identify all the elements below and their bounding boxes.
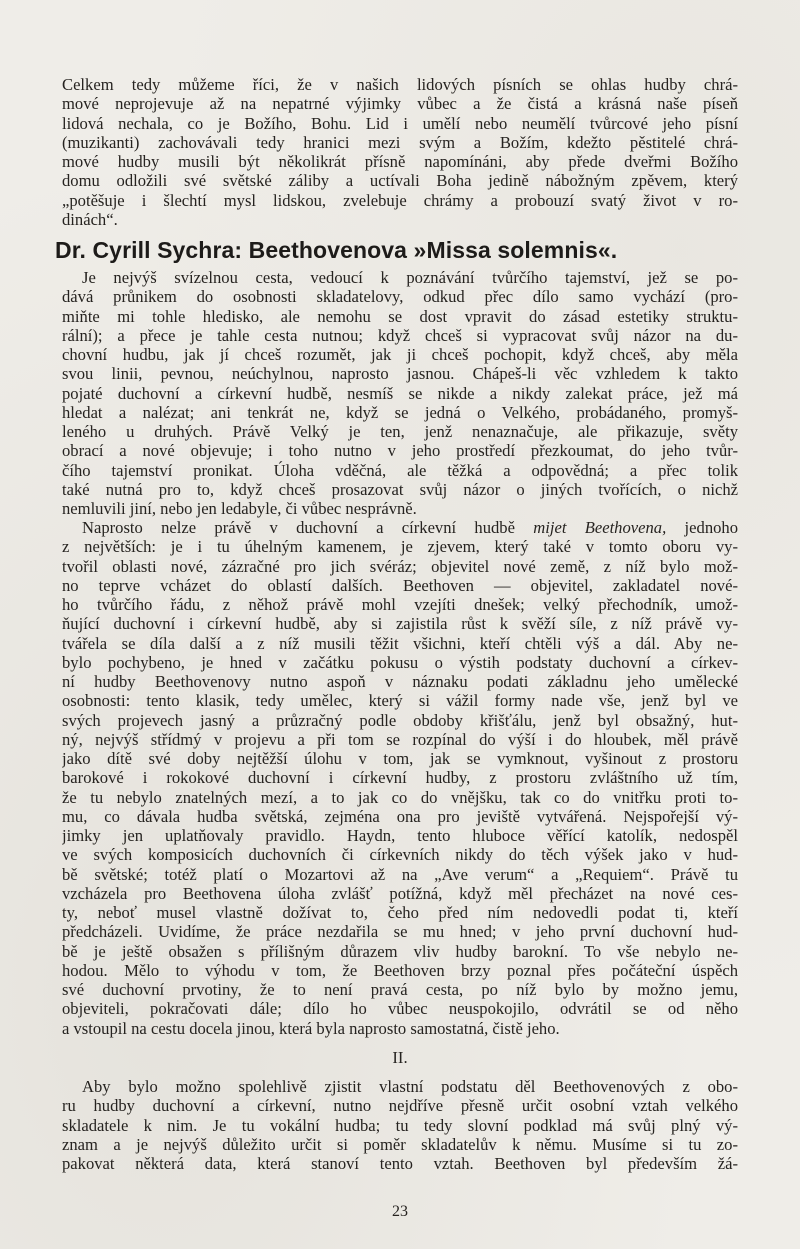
text-line: miňte mi tohle hledisko, ale nemohu se dost vpravit do zásad estetiky struktu- <box>62 306 738 326</box>
italic-text: mijet Beethovena, <box>533 518 667 537</box>
text-line: svých projevech jasný a průzračný podle obdoby křišťálu, jenž byl obsažný, hut- <box>62 710 738 730</box>
text-line: že tu nebylo znatelných mezí, a to jak co do vnějšku, tak co do vnitřku proti to- <box>62 787 738 807</box>
paragraph-2 <box>62 518 738 1038</box>
text-line: obrací a nové objevuje; i toho nutno v jeho prostředí přezkoumat, do jeho tvůr- <box>62 441 738 461</box>
text-line: lidová nechala, co je Božího, Bohu. Lid i umělí nebo neumělí tvůrcové jeho písní <box>62 113 738 133</box>
text-line: předcházeli. Uvidíme, že práce nezdařila se mu hned; v jeho první duchovní hud- <box>62 922 738 942</box>
text-line: znam a je nejvýš důležito určit si poměr skladatelův k němu. Musíme si tu zo- <box>62 1134 738 1154</box>
paragraph-intro <box>62 75 738 229</box>
text-line: domu odložili své světské záliby a uctívali Boha jedině nábožným zpěvem, který <box>62 171 738 191</box>
text-segment: jednoho <box>666 518 738 537</box>
section-number: II. <box>392 1048 408 1067</box>
text-line <box>62 518 738 537</box>
paragraph-1 <box>62 268 738 518</box>
text-line: vzcházela pro Beethovena úloha zvlášť potížná, když měl přecházet na nové ces- <box>62 883 738 903</box>
text-line: objeviteli, pokračovati dále; dílo ho vůbec neuspokojilo, odvrátil se od něho <box>62 999 738 1019</box>
text-line: bě světské; totéž platí o Mozartovi až na „Ave verum“ a „Requiem“. Právě tu <box>62 864 738 884</box>
text-line: chovní hudbu, jak jí chceš rozumět, jak ji chceš pochopit, když chceš, aby měla <box>62 345 738 364</box>
text-line: nemluvili jiní, nebo jen ledabyle, či vůbec nesprávně. <box>62 499 417 518</box>
text-line: ní hudby Beethovenovy nutno aspoň v náznaku podati základnu jeho umělecké <box>62 672 738 691</box>
text-line: no teprve vcházet do oblastí dalších. Beethoven — objevitel, zakladatel nové- <box>62 575 738 595</box>
text-line: Aby bylo možno spolehlivě zjistit vlastní podstatu děl Beethovenových z obo- <box>82 1077 738 1096</box>
text-line: ný, nejvýš střídmý v projevu a při tom se rozpínal do výší i do hloubek, měl právě <box>62 729 738 749</box>
text-line: Celkem tedy můžeme říci, že v našich lidových písních se ohlas hudby chrá- <box>62 75 738 94</box>
text-line: a vstoupil na cestu docela jinou, která byla naprosto samostatná, čistě jeho. <box>62 1018 560 1038</box>
text-line: mu, co dávala hudba světská, zejména ona pro jeviště vytvářená. Nejspořejší vý- <box>62 806 738 826</box>
text-line: skladatele k nim. Je tu vokální hudba; tu tedy slovní podklad má svůj plný vý- <box>62 1115 738 1135</box>
text-line: mové hudby musili být několikrát přísně napomínáni, aby přede dveřmi Božího <box>62 152 738 171</box>
text-line: ty, neboť musel vlastně dožívat to, čeho před ním nedovedli podat ti, kteří <box>62 903 738 922</box>
text-line: osobnosti: tento klasik, tedy umělec, který si vážil formy nade vše, jenž byl ve <box>62 691 738 711</box>
text-line: jimky jen uplatňovaly pravidlo. Haydn, tento hluboce věřící katolík, nedospěl <box>62 826 738 845</box>
text-line: rální); a přece je tahle cesta nutnou; když chceš si vypracovat svůj názor na du- <box>62 325 738 345</box>
text-line: dinách“. <box>62 209 118 229</box>
text-line: dává průnikem do osobnosti skladatelovy, odkud přec dílo samo vychází (pro- <box>62 287 738 307</box>
text-line: také nutná pro to, když chceš prosazovat svůj názor o jiných tvořících, o nichž <box>62 479 738 499</box>
text-line: své duchovní prvotiny, že to není pravá cesta, po níž bylo by možno jemu, <box>62 980 738 999</box>
paragraph-3 <box>62 1077 738 1173</box>
page-number: 23 <box>392 1203 408 1220</box>
text-line: jako dítě své doby nejtěžší úlohu v tom, jak se vymknout, vyšinout z prostoru <box>62 749 738 768</box>
text-line: tvořil oblasti nové, zázračné pro jich svéráz; objevitel nové země, z níž bylo mož- <box>62 556 738 576</box>
text-line: pakovat některá data, která stanoví tento vztah. Beethoven byl především žá- <box>62 1154 738 1173</box>
text-line: „potěšuje i šlechtí mysl lidskou, zvelebuje chrámy a probouzí svatý život v ro- <box>62 190 738 210</box>
text-line: pojaté duchovní a církevní hudbě, nesmíš se nikde a nikdy zalekat práce, jež má <box>62 383 738 403</box>
text-line: hledat a nalézat; ani tenkrát ne, když se jedná o Velkého, probádaného, promyš- <box>62 402 738 422</box>
text-line: leného u druhých. Právě Velký je ten, jenž nenaznačuje, ale přikazuje, světy <box>62 422 738 441</box>
text-line: mové neprojevuje až na nepatrné výjimky vůbec a že čistá a krásná naše píseň <box>62 94 738 114</box>
text-line: Je nejvýš svízelnou cesta, vedoucí k poznávání tvůrčího tajemství, jež se po- <box>82 268 738 287</box>
text-segment: Naprosto nelze právě v duchovní a církevní hudbě <box>82 518 534 537</box>
text-line: ru hudby duchovní a církevní, nutno nejdříve přesně určit osobní vztah velkého <box>62 1096 738 1116</box>
text-line: ve svých komposicích duchovních či církevních nikdy do těch výšek jako v hud- <box>62 845 738 865</box>
text-line: barokové i rokokové duchovní i církevní hudby, z prostoru zvláštního už tím, <box>62 768 738 788</box>
text-line: bě je ještě obsažen s přílišným důrazem vliv hudby barokní. To vše nebylo ne- <box>62 941 738 961</box>
text-line: čího tajemství pronikat. Úloha vděčná, ale těžká a odpovědná; a přec tolik <box>62 460 738 480</box>
text-line: (muzikanti) zachovávali tedy hranici mezi svým a Božím, kdežto pěstitelé chrá- <box>62 132 738 152</box>
text-line: hodou. Mělo to výhodu v tom, že Beethoven brzy poznal přes počáteční úspěch <box>62 960 738 980</box>
text-line: z největších: je i tu úhelným kamenem, je zjevem, který také v tomto oboru vy- <box>62 537 738 557</box>
text-line: tvářela se díla další a z níž musili těžit všichni, kteří chtěli výš a dál. Aby ne- <box>62 633 738 653</box>
text-line: ho tvůrčího řádu, z něhož právě mohl vzejíti dnešek; velký přechodník, umož- <box>62 595 738 614</box>
text-line: bylo pochybeno, je hned v začátku pokusu o výstih podstaty duchovní a církev- <box>62 652 738 672</box>
text-line: svou linii, pevnou, neúchylnou, naprosto jasnou. Chápeš-li věc vzhledem k takto <box>62 364 738 384</box>
text-line: ňující duchovní i církevní hudbě, aby si zajistila růst k svěží síle, z níž právě vy- <box>62 614 738 634</box>
article-title: Dr. Cyrill Sychra: Beethovenova »Missa solemnis«. <box>55 237 618 263</box>
